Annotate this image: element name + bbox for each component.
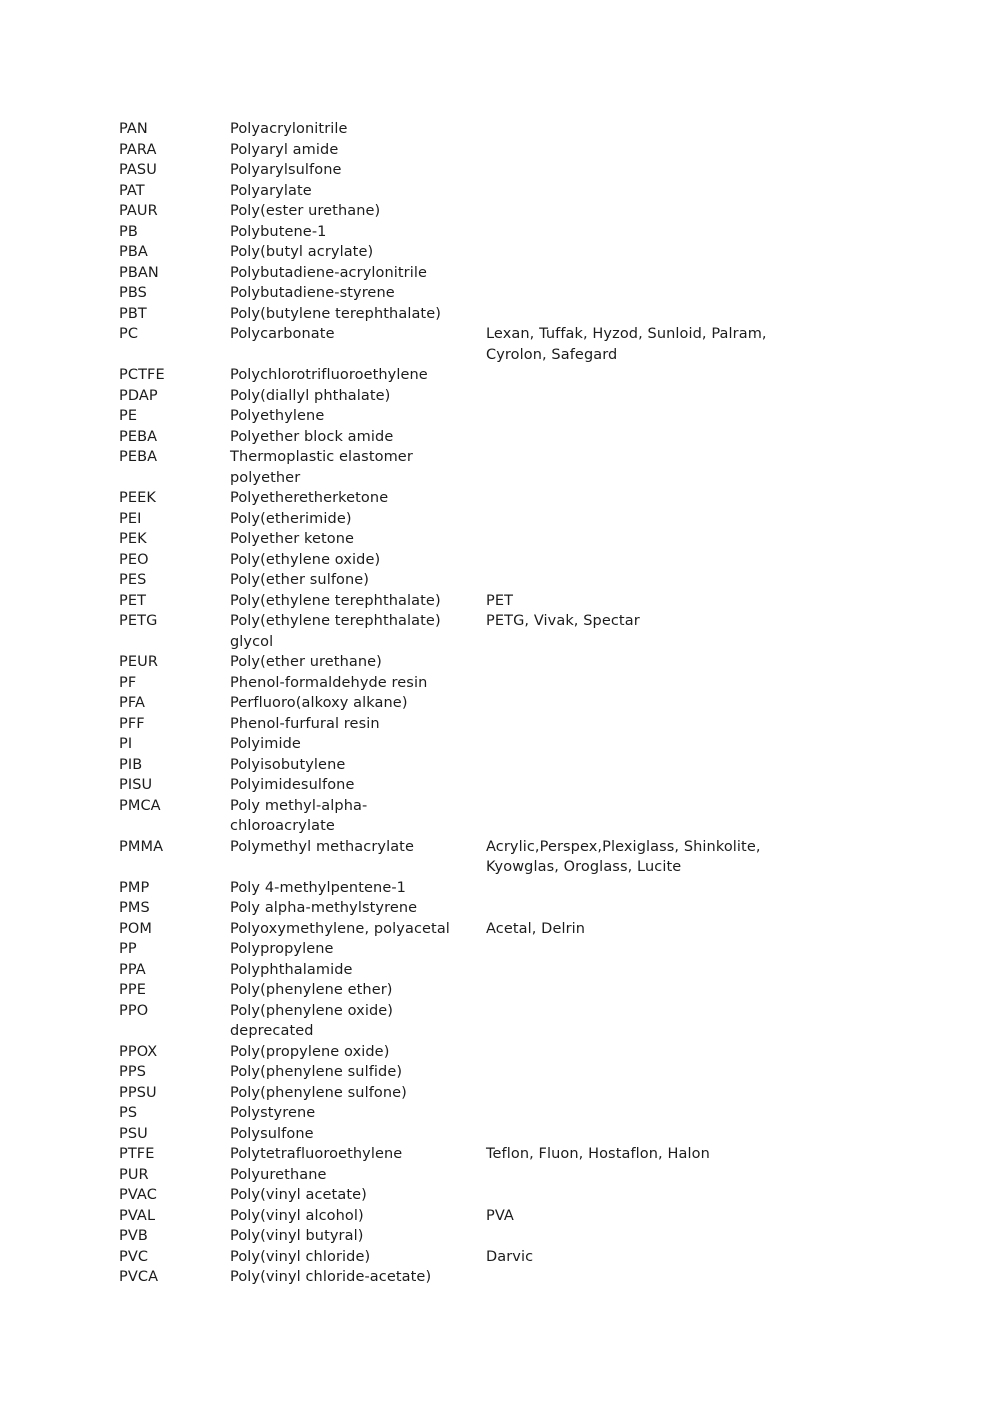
- table-row: [119, 1165, 889, 1186]
- polymer-name-line: Polysulfone: [230, 1125, 314, 1142]
- polymer-name-line: Polyarylsulfone: [230, 162, 342, 178]
- polymer-name-line: Phenol-furfural resin: [230, 715, 380, 732]
- trade-names-cell: [486, 611, 889, 632]
- table-row: [119, 734, 889, 755]
- table-row: [119, 550, 889, 571]
- polymer-name-line: Perfluoro(alkoxy alkane): [230, 695, 408, 711]
- polymer-name-line: Poly(butyl acrylate): [230, 244, 374, 260]
- polymer-name-cell: [230, 898, 486, 919]
- polymer-name-line: Polypropylene: [230, 941, 334, 957]
- table-row: [119, 755, 889, 776]
- polymer-name-cell: [230, 263, 486, 284]
- trade-names-line: Kyowglas, Oroglass, Lucite: [486, 859, 682, 875]
- polymer-name-cell: [230, 1165, 486, 1186]
- abbreviation-cell: PEUR: [119, 654, 158, 670]
- polymer-abbreviation-table: [119, 119, 889, 1288]
- abbreviation-cell: PPO: [119, 1002, 149, 1019]
- polymer-name-line: Poly(butylene terephthalate): [230, 305, 441, 322]
- polymer-name-line: Poly(etherimide): [230, 510, 352, 527]
- polymer-name-cell: [230, 119, 486, 140]
- trade-names-cell: [486, 1206, 889, 1227]
- table-row: [119, 714, 889, 735]
- polymer-name-line: Polybutene-1: [230, 223, 327, 240]
- polymer-name-line: Poly(vinyl butyral): [230, 1228, 364, 1244]
- polymer-name-line: Polyisobutylene: [230, 756, 346, 773]
- polymer-name-cell: [230, 693, 486, 714]
- polymer-name-cell: [230, 488, 486, 509]
- polymer-name-line: Polychlorotrifluoroethylene: [230, 367, 428, 383]
- trade-names-cell: [486, 1144, 889, 1165]
- abbreviation-cell: PEEK: [119, 490, 156, 506]
- abbreviation-cell: PASU: [119, 162, 157, 178]
- polymer-name-cell: [230, 980, 486, 1001]
- abbreviation-cell: PPA: [119, 961, 146, 978]
- table-row: [119, 119, 889, 140]
- polymer-name-line: Thermoplastic elastomer: [230, 449, 413, 465]
- table-row: [119, 324, 889, 365]
- table-row: [119, 1083, 889, 1104]
- trade-names-line: Acrylic,Perspex,Plexiglass, Shinkolite,: [486, 838, 761, 855]
- abbreviation-cell: PPS: [119, 1064, 146, 1080]
- table-row: [119, 386, 889, 407]
- abbreviation-cell: PEK: [119, 531, 147, 547]
- polymer-name-cell: [230, 1144, 486, 1165]
- table-row: [119, 365, 889, 386]
- polymer-name-line: Polyether block amide: [230, 428, 394, 445]
- table-row: [119, 898, 889, 919]
- polymer-name-cell: [230, 1103, 486, 1124]
- polymer-name-line: Polyimide: [230, 736, 301, 752]
- trade-names-line: Teflon, Fluon, Hostaflon, Halon: [486, 1146, 710, 1162]
- polymer-name-cell: [230, 919, 486, 940]
- polymer-name-line: glycol: [230, 633, 274, 650]
- table-row: [119, 529, 889, 550]
- abbreviation-cell: PTFE: [119, 1146, 155, 1162]
- trade-names-cell: [486, 919, 889, 940]
- polymer-name-cell: [230, 160, 486, 181]
- polymer-name-line: Polyaryl amide: [230, 141, 339, 158]
- polymer-name-cell: [230, 1001, 486, 1042]
- abbreviation-cell: PB: [119, 223, 138, 240]
- abbreviation-cell: PMP: [119, 879, 150, 896]
- polymer-name-cell: [230, 427, 486, 448]
- trade-names-line: Darvic: [486, 1248, 534, 1265]
- table-row: [119, 837, 889, 878]
- polymer-name-line: Poly(ether urethane): [230, 654, 382, 670]
- abbreviation-cell: PE: [119, 408, 138, 424]
- table-row: [119, 878, 889, 899]
- polymer-name-line: Polybutadiene-acrylonitrile: [230, 264, 428, 281]
- polymer-name-cell: [230, 201, 486, 222]
- abbreviation-cell: PPOX: [119, 1043, 158, 1060]
- abbreviation-cell: PVC: [119, 1248, 149, 1265]
- polymer-name-line: Polycarbonate: [230, 326, 335, 342]
- abbreviation-cell: PI: [119, 736, 133, 752]
- abbreviation-cell: PEBA: [119, 449, 158, 465]
- polymer-name-line: Poly(ethylene terephthalate): [230, 592, 441, 609]
- polymer-name-cell: [230, 570, 486, 591]
- abbreviation-cell: PS: [119, 1105, 138, 1121]
- table-row: [119, 1206, 889, 1227]
- polymer-name-cell: [230, 324, 486, 345]
- polymer-name-cell: [230, 673, 486, 694]
- table-row: [119, 1124, 889, 1145]
- trade-names-line: Lexan, Tuffak, Hyzod, Sunloid, Palram,: [486, 326, 767, 342]
- abbreviation-cell: PFA: [119, 695, 145, 711]
- polymer-name-cell: [230, 1267, 486, 1288]
- abbreviation-cell: PBAN: [119, 264, 159, 281]
- abbreviation-cell: PVAC: [119, 1187, 157, 1203]
- table-row: [119, 509, 889, 530]
- abbreviation-cell: PDAP: [119, 387, 158, 404]
- trade-names-cell: [486, 324, 889, 365]
- polymer-name-line: Polybutadiene-styrene: [230, 285, 395, 301]
- polymer-name-line: Poly(vinyl chloride): [230, 1248, 371, 1265]
- polymer-name-line: Polyarylate: [230, 182, 312, 199]
- abbreviation-cell: PMMA: [119, 838, 164, 855]
- table-row: [119, 201, 889, 222]
- trade-names-line: Cyrolon, Safegard: [486, 346, 618, 363]
- polymer-name-line: deprecated: [230, 1023, 314, 1039]
- abbreviation-cell: PSU: [119, 1125, 148, 1142]
- polymer-name-cell: [230, 304, 486, 325]
- table-row: [119, 1267, 889, 1288]
- polymer-name-line: chloroacrylate: [230, 818, 335, 834]
- polymer-name-cell: [230, 611, 486, 652]
- table-row: [119, 570, 889, 591]
- abbreviation-cell: PVB: [119, 1228, 148, 1244]
- table-row: [119, 1001, 889, 1042]
- polymer-name-cell: [230, 960, 486, 981]
- polymer-name-line: Polyphthalamide: [230, 961, 353, 978]
- table-row: [119, 1226, 889, 1247]
- abbreviation-cell: PCTFE: [119, 367, 165, 383]
- polymer-name-cell: [230, 734, 486, 755]
- polymer-name-cell: [230, 878, 486, 899]
- polymer-name-cell: [230, 1206, 486, 1227]
- abbreviation-cell: PIB: [119, 756, 143, 773]
- abbreviation-cell: PAN: [119, 121, 148, 137]
- abbreviation-cell: POM: [119, 920, 152, 937]
- trade-names-line: PET: [486, 592, 514, 609]
- table-row: [119, 181, 889, 202]
- table-row: [119, 652, 889, 673]
- polymer-name-cell: [230, 529, 486, 550]
- table-row: [119, 591, 889, 612]
- table-row: [119, 1062, 889, 1083]
- polymer-name-line: Poly(phenylene sulfide): [230, 1064, 403, 1080]
- polymer-name-cell: [230, 365, 486, 386]
- polymer-name-cell: [230, 939, 486, 960]
- abbreviation-cell: PBT: [119, 305, 147, 322]
- abbreviation-cell: PPSU: [119, 1084, 157, 1101]
- abbreviation-cell: PUR: [119, 1166, 149, 1183]
- table-row: [119, 775, 889, 796]
- polymer-name-line: Poly(ethylene terephthalate): [230, 613, 441, 629]
- abbreviation-cell: PP: [119, 941, 137, 957]
- polymer-name-cell: [230, 1062, 486, 1083]
- polymer-name-line: Poly(propylene oxide): [230, 1043, 390, 1060]
- abbreviation-cell: PFF: [119, 715, 145, 732]
- polymer-name-cell: [230, 509, 486, 530]
- polymer-name-line: Poly(diallyl phthalate): [230, 387, 391, 404]
- polymer-name-cell: [230, 1226, 486, 1247]
- polymer-name-line: Poly methyl-alpha-: [230, 797, 368, 814]
- abbreviation-cell: PMS: [119, 900, 150, 916]
- abbreviation-cell: PPE: [119, 982, 146, 998]
- abbreviation-cell: PMCA: [119, 797, 161, 814]
- trade-names-line: PETG, Vivak, Spectar: [486, 613, 640, 629]
- polymer-name-line: Polytetrafluoroethylene: [230, 1146, 403, 1162]
- abbreviation-cell: PEI: [119, 510, 142, 527]
- table-row: [119, 1185, 889, 1206]
- polymer-name-line: Poly(phenylene oxide): [230, 1002, 394, 1019]
- table-row: [119, 242, 889, 263]
- abbreviation-cell: PC: [119, 326, 139, 342]
- polymer-name-line: Polyimidesulfone: [230, 777, 355, 793]
- trade-names-cell: [486, 591, 889, 612]
- polymer-name-cell: [230, 837, 486, 858]
- trade-names-cell: [486, 1247, 889, 1268]
- polymer-name-cell: [230, 755, 486, 776]
- polymer-name-line: Polyethylene: [230, 408, 325, 424]
- table-row: [119, 980, 889, 1001]
- polymer-name-line: Polyether ketone: [230, 531, 355, 547]
- polymer-name-cell: [230, 1247, 486, 1268]
- abbreviation-cell: PISU: [119, 777, 153, 793]
- abbreviation-cell: PVAL: [119, 1207, 156, 1224]
- polymer-name-line: Polyoxymethylene, polyacetal: [230, 920, 450, 937]
- polymer-name-line: Poly(vinyl acetate): [230, 1187, 367, 1203]
- polymer-name-line: Polyurethane: [230, 1166, 327, 1183]
- abbreviation-cell: PEBA: [119, 428, 158, 445]
- table-row: [119, 919, 889, 940]
- polymer-name-line: Poly(ether sulfone): [230, 572, 370, 588]
- abbreviation-cell: PET: [119, 592, 147, 609]
- polymer-name-cell: [230, 386, 486, 407]
- polymer-name-line: Poly(vinyl alcohol): [230, 1207, 364, 1224]
- abbreviation-cell: PAT: [119, 182, 145, 199]
- trade-names-line: Acetal, Delrin: [486, 920, 586, 937]
- trade-names-line: PVA: [486, 1207, 514, 1224]
- table-row: [119, 263, 889, 284]
- polymer-name-cell: [230, 447, 486, 488]
- polymer-name-cell: [230, 406, 486, 427]
- polymer-name-line: Polystyrene: [230, 1105, 316, 1121]
- polymer-name-line: Phenol-formaldehyde resin: [230, 674, 428, 691]
- table-row: [119, 160, 889, 181]
- polymer-name-cell: [230, 283, 486, 304]
- polymer-name-line: Poly 4-methylpentene-1: [230, 879, 406, 896]
- polymer-name-cell: [230, 652, 486, 673]
- polymer-name-line: Polyetheretherketone: [230, 490, 389, 506]
- abbreviation-cell: PVCA: [119, 1269, 159, 1285]
- table-row: [119, 960, 889, 981]
- polymer-name-cell: [230, 796, 486, 837]
- table-row: [119, 1247, 889, 1268]
- table-row: [119, 488, 889, 509]
- table-row: [119, 693, 889, 714]
- polymer-name-cell: [230, 1124, 486, 1145]
- polymer-name-line: Polyacrylonitrile: [230, 121, 348, 137]
- table-row: [119, 611, 889, 652]
- polymer-name-cell: [230, 775, 486, 796]
- abbreviation-cell: PETG: [119, 613, 158, 629]
- trade-names-cell: [486, 837, 889, 878]
- polymer-name-line: Poly(ester urethane): [230, 203, 381, 219]
- polymer-name-cell: [230, 591, 486, 612]
- polymer-name-cell: [230, 1042, 486, 1063]
- table-row: [119, 673, 889, 694]
- table-row: [119, 796, 889, 837]
- abbreviation-cell: PES: [119, 572, 147, 588]
- polymer-name-line: Poly(ethylene oxide): [230, 551, 381, 568]
- polymer-name-line: Poly alpha-methylstyrene: [230, 900, 418, 916]
- abbreviation-cell: PEO: [119, 551, 149, 568]
- table-row: [119, 1144, 889, 1165]
- polymer-name-cell: [230, 714, 486, 735]
- table-row: [119, 939, 889, 960]
- abbreviation-cell: PARA: [119, 141, 157, 158]
- abbreviation-cell: PAUR: [119, 203, 158, 219]
- table-row: [119, 304, 889, 325]
- polymer-name-cell: [230, 550, 486, 571]
- table-row: [119, 140, 889, 161]
- polymer-name-cell: [230, 181, 486, 202]
- polymer-name-line: polyether: [230, 469, 301, 486]
- polymer-name-line: Polymethyl methacrylate: [230, 838, 414, 855]
- table-row: [119, 222, 889, 243]
- polymer-name-cell: [230, 222, 486, 243]
- abbreviation-cell: PBA: [119, 244, 148, 260]
- table-row: [119, 447, 889, 488]
- polymer-name-cell: [230, 242, 486, 263]
- table-row: [119, 283, 889, 304]
- polymer-name-line: Poly(phenylene sulfone): [230, 1084, 407, 1101]
- polymer-name-line: Poly(vinyl chloride-acetate): [230, 1269, 432, 1285]
- polymer-name-cell: [230, 140, 486, 161]
- polymer-name-cell: [230, 1185, 486, 1206]
- table-row: [119, 1042, 889, 1063]
- abbreviation-cell: PF: [119, 674, 137, 691]
- table-row: [119, 1103, 889, 1124]
- polymer-name-cell: [230, 1083, 486, 1104]
- abbreviation-cell: PBS: [119, 285, 147, 301]
- table-row: [119, 406, 889, 427]
- table-row: [119, 427, 889, 448]
- polymer-name-line: Poly(phenylene ether): [230, 982, 393, 998]
